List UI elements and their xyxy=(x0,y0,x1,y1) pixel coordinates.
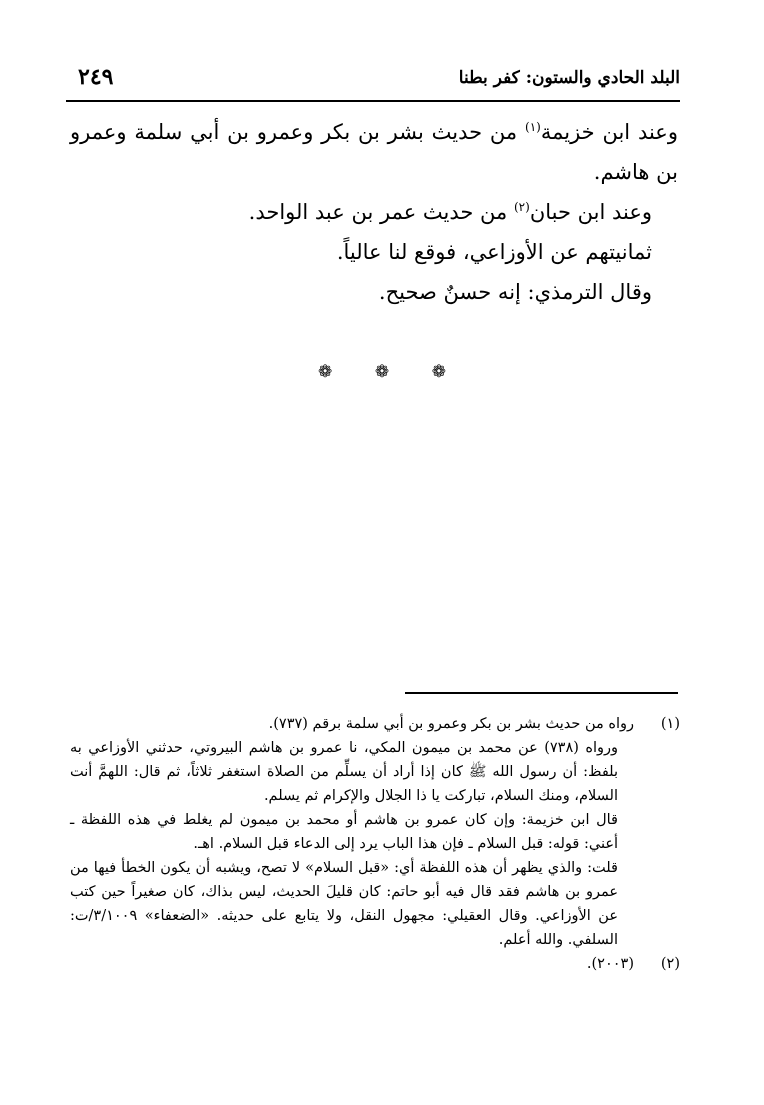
chapter-title: البلد الحادي والستون: كفر بطنا xyxy=(458,68,680,88)
footnote-number: (٢) xyxy=(660,956,680,972)
asterism-icon: ❁ xyxy=(318,362,333,382)
footnote-ref-1[interactable]: (١) xyxy=(525,120,541,134)
page-number: ٢٤٩ xyxy=(78,64,114,90)
text-segment: من حديث بشر بن بكر وعمرو بن أبي سلمة وعمرو بن هاشم. xyxy=(70,120,678,184)
footnote-number: (١) xyxy=(660,716,680,732)
footnote-text: رواه من حديث بشر بن بكر وعمرو بن أبي سلمة برقم (٧٣٧). xyxy=(268,716,634,732)
text-segment: من حديث عمر بن عبد الواحد. xyxy=(248,200,508,224)
main-text xyxy=(70,112,678,312)
footnotes xyxy=(70,712,680,976)
footnote-1 xyxy=(70,712,680,736)
asterism-icon: ❁ xyxy=(431,362,446,382)
footnote-paragraph: قال ابن خزيمة: وإن كان عمرو بن هاشم أو محمد بن ميمون لم يغلط في هذه اللفظة ـ أعني: قوله: قبل السلام ـ فإن هذا الباب يرد إلى الدعاء قبل السلام. اهـ. xyxy=(70,812,618,852)
footnote-divider xyxy=(405,692,678,694)
footnote-ref-2[interactable]: (٢) xyxy=(513,200,530,214)
asterism-icon: ❁ xyxy=(374,362,390,382)
footnote-2 xyxy=(70,952,680,976)
section-separator xyxy=(318,362,446,382)
footnote-1-continuation xyxy=(70,736,680,952)
running-header xyxy=(66,64,680,98)
text-segment: وعند ابن حبان xyxy=(529,200,652,224)
footnote-text: (٢٠٠٣). xyxy=(586,956,634,972)
paragraph-awzai: ثمانيتهم عن الأوزاعي، فوقع لنا عالياً. xyxy=(336,240,652,264)
footnote-paragraph: ورواه (٧٣٨) عن محمد بن ميمون المكي، نا عمرو بن هاشم البيروتي، حدثني الأوزاعي به بلفظ: أن رسول الله ﷺ كان إذا أراد أن يسلِّم من الصلاة استغفر ثلاثاً، ثم قال: اللهمَّ أنت السلام، ومنك السلام، تباركت يا ذا الجلال والإكرام ثم يسلم. xyxy=(70,740,618,804)
text-segment: وعند ابن خزيمة xyxy=(540,120,678,144)
paragraph-ibn-hibban xyxy=(70,192,678,232)
paragraph-tirmidhi: وقال الترمذي: إنه حسنٌ صحيح. xyxy=(378,280,652,304)
paragraph-ibn-khuzaymah xyxy=(70,112,678,192)
header-divider xyxy=(66,100,680,102)
footnote-paragraph: قلت: والذي يظهر أن هذه اللفظة أي: «قبل السلام» لا تصح، ويشبه أن يكون الخطأ فيها من عمرو بن هاشم فقد قال فيه أبو حاتم: كان قليلَ الحديث، ليس بذاك، كان صغيراً حين كتب عن الأوزاعي. وقال العقيلي: مجهول النقل، ولا يتابع على حديثه. «الضعفاء» ٣/١٠٠٩/ت: السلفي. والله أعلم. xyxy=(70,860,618,948)
